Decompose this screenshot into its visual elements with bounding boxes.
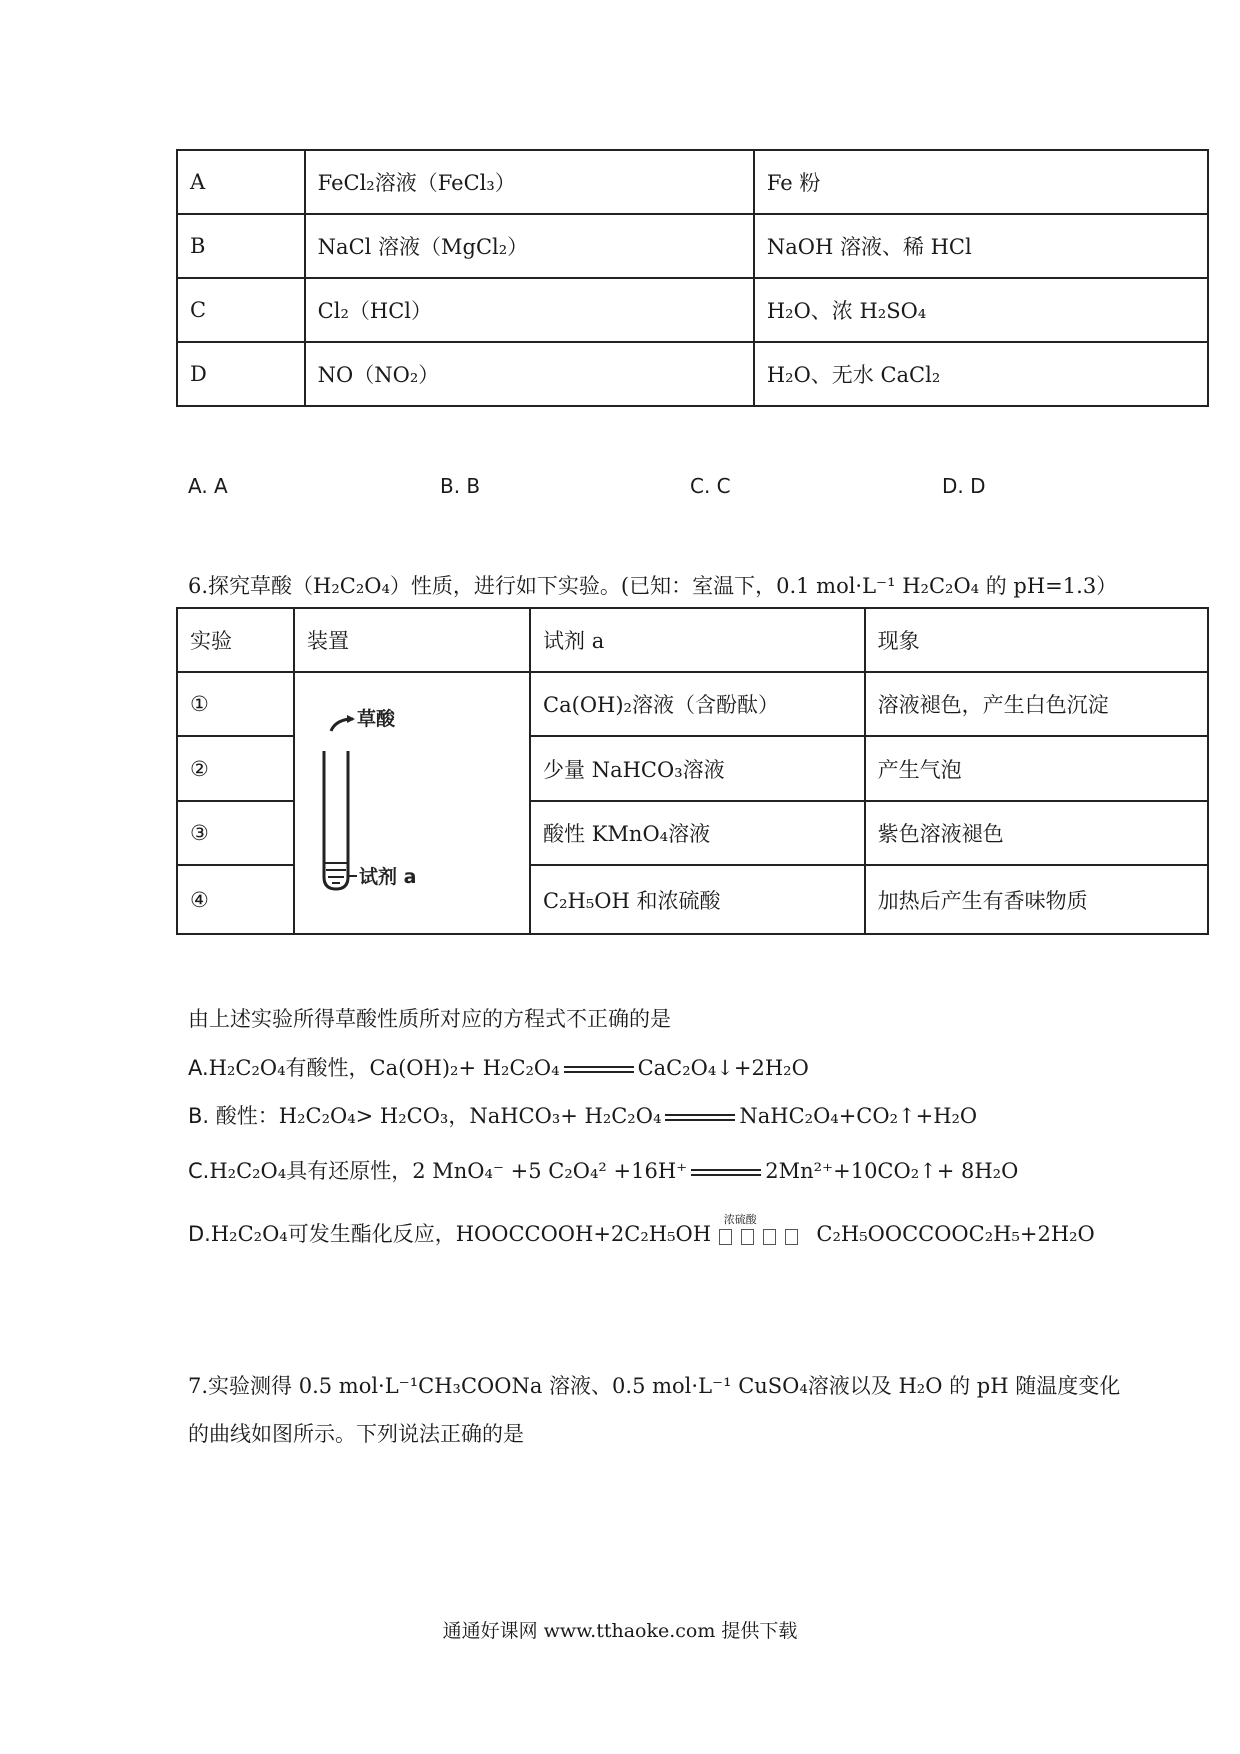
table-row (177, 342, 1208, 406)
apparatus-cell (294, 672, 530, 934)
experiment-number: ④ (177, 865, 294, 934)
option-d: D. D (942, 474, 986, 498)
row-label: A (177, 150, 305, 214)
table-row (177, 672, 1208, 736)
header-apparatus: 装置 (294, 608, 530, 672)
question6-option-a: A.H₂C₂O₄有酸性，Ca(OH)₂+ H₂C₂O₄ CaC₂O₄↓+2H₂O (188, 1056, 809, 1080)
phenomenon-cell: 加热后产生有香味物质 (865, 865, 1208, 934)
experiment-number: ③ (177, 801, 294, 865)
option-c: C. C (690, 474, 731, 498)
equals-arrow-icon (665, 1114, 735, 1121)
reagent-cell: C₂H₅OH 和浓硫酸 (530, 865, 865, 934)
reagent-cell: Ca(OH)₂溶液（含酚酞） (530, 672, 865, 736)
question6-option-b: B. 酸性：H₂C₂O₄> H₂CO₃，NaHCO₃+ H₂C₂O₄ NaHC₂O₄+CO₂↑+H₂O (188, 1104, 978, 1128)
experiment-number: ② (177, 736, 294, 800)
header-phenomenon: 现象 (865, 608, 1208, 672)
catalyst-label: 浓硫酸 (723, 1212, 757, 1226)
question5-options (0, 474, 1240, 504)
table-row (177, 214, 1208, 278)
mixture-cell: FeCl₂溶液（FeCl₃） (305, 150, 754, 214)
question5-table (176, 149, 1209, 407)
reversible-arrow-icon (718, 1212, 810, 1247)
question6-option-c: C.H₂C₂O₄具有还原性，2 MnO₄⁻ +5 C₂O₄² +16H⁺ 2Mn²⁺+10CO₂↑+ 8H₂O (188, 1159, 1019, 1183)
mixture-cell: Cl₂（HCl） (305, 278, 754, 342)
row-label: D (177, 342, 305, 406)
question7-line1: 7.实验测得 0.5 mol·L⁻¹CH₃COONa 溶液、0.5 mol·L⁻¹ CuSO₄溶液以及 H₂O 的 pH 随温度变化 (188, 1374, 1121, 1398)
mixture-cell: NaCl 溶液（MgCl₂） (305, 214, 754, 278)
equals-arrow-icon (564, 1066, 634, 1073)
phenomenon-cell: 产生气泡 (865, 736, 1208, 800)
option-b: B. B (440, 474, 481, 498)
question6-table (176, 607, 1209, 935)
test-tube-diagram (295, 673, 529, 928)
question6-prompt: 由上述实验所得草酸性质所对应的方程式不正确的是 (188, 1007, 671, 1031)
reagent-cell: H₂O、无水 CaCl₂ (754, 342, 1208, 406)
question6-option-d: D.H₂C₂O₄可发生酯化反应，HOOCCOOH+2C₂H₅OH 浓硫酸 C₂H₅OOCCOOC₂H₅+2H₂O (188, 1212, 1095, 1246)
header-experiment: 实验 (177, 608, 294, 672)
reagent-cell: 少量 NaHCO₃溶液 (530, 736, 865, 800)
footer-credit: 通通好课网 www.tthaoke.com 提供下载 (442, 1620, 798, 1642)
experiment-number: ① (177, 672, 294, 736)
reagent-cell: Fe 粉 (754, 150, 1208, 214)
option-a: A. A (188, 474, 228, 498)
mixture-cell: NO（NO₂） (305, 342, 754, 406)
reagent-cell: NaOH 溶液、稀 HCl (754, 214, 1208, 278)
row-label: B (177, 214, 305, 278)
header-reagent: 试剂 a (530, 608, 865, 672)
reagent-a-label: 试剂 a (359, 866, 417, 888)
equals-arrow-icon (691, 1169, 761, 1176)
phenomenon-cell: 溶液褪色，产生白色沉淀 (865, 672, 1208, 736)
test-tube-icon (324, 751, 348, 889)
table-row (177, 278, 1208, 342)
oxalic-acid-label: 草酸 (357, 708, 396, 730)
table-header-row (177, 608, 1208, 672)
reagent-cell: H₂O、浓 H₂SO₄ (754, 278, 1208, 342)
reagent-cell: 酸性 KMnO₄溶液 (530, 801, 865, 865)
phenomenon-cell: 紫色溶液褪色 (865, 801, 1208, 865)
row-label: C (177, 278, 305, 342)
question7-line2: 的曲线如图所示。下列说法正确的是 (188, 1422, 524, 1446)
question6-title: 6.探究草酸（H₂C₂O₄）性质，进行如下实验。(已知：室温下，0.1 mol·L⁻¹ H₂C₂O₄ 的 pH=1.3） (188, 574, 1118, 598)
table-row (177, 150, 1208, 214)
